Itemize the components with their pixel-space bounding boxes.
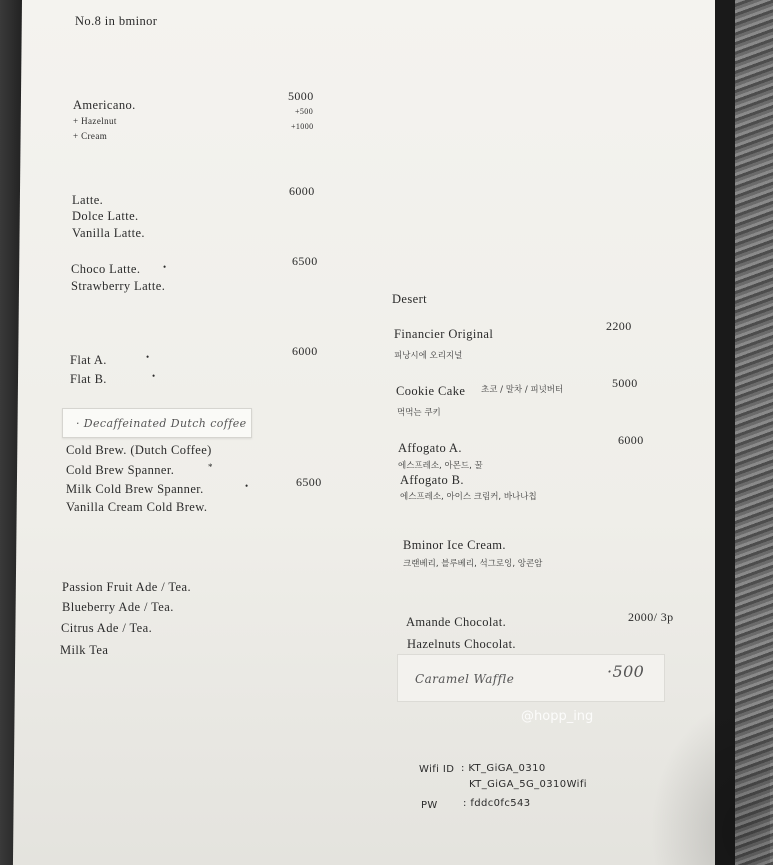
wifi-pw: : fddc0fc543 [463, 798, 531, 809]
ice-cream-desc: 크랜베리, 블루베리, 석그로잉, 앙콘암 [403, 559, 543, 569]
flat-price: 6000 [292, 344, 318, 358]
flat-a-star-icon: • [146, 352, 150, 362]
milk-tea-item: Milk Tea [60, 643, 109, 657]
watermark: @hopp_ing [521, 709, 594, 724]
affogato-b-item: Affogato B. [400, 473, 464, 487]
financier-price: 2200 [606, 319, 632, 333]
waffle-price: ·500 [607, 662, 645, 681]
shadow [650, 700, 770, 865]
cream-price: +1000 [291, 122, 314, 131]
vanilla-cream-cold-brew-item: Vanilla Cream Cold Brew. [66, 500, 208, 514]
menu-title: No.8 in bminor [75, 14, 158, 28]
dessert-heading: Desert [392, 292, 428, 306]
amande-chocolat-item: Amande Chocolat. [406, 615, 507, 629]
cream-option: + Cream [73, 131, 108, 141]
cold-brew-spanner-item: Cold Brew Spanner. [66, 463, 175, 477]
wifi-id-2: KT_GiGA_5G_0310Wifi [469, 779, 587, 790]
vanilla-latte-item: Vanilla Latte. [72, 226, 145, 240]
affogato-a-desc: 에스프레소, 아몬드, 꿀 [398, 461, 483, 471]
cold-brew-item: Cold Brew. (Dutch Coffee) [66, 443, 212, 457]
financier-desc: 피낭시에 오리지널 [394, 351, 463, 361]
cookie-desc: 먹먹는 쿠키 [397, 408, 441, 418]
hazelnut-price: +500 [295, 107, 314, 116]
choco-star-icon: • [163, 262, 167, 272]
affogato-price: 6000 [618, 433, 644, 447]
financier-item: Financier Original [394, 327, 494, 341]
blueberry-item: Blueberry Ade / Tea. [62, 600, 174, 614]
flat-a-item: Flat A. [70, 353, 107, 367]
milk-spanner-dot-icon: • [245, 481, 249, 491]
flat-b-item: Flat B. [70, 372, 107, 386]
milk-cold-brew-spanner-item: Milk Cold Brew Spanner. [66, 482, 204, 496]
cookie-price: 5000 [612, 376, 638, 390]
decaf-label: · Decaffeinated Dutch coffee [76, 417, 247, 430]
spanner-star-icon: * [208, 462, 213, 472]
hazelnuts-chocolat-item: Hazelnuts Chocolat. [407, 637, 516, 651]
flat-b-star-icon: • [152, 371, 156, 381]
caramel-waffle-item: Caramel Waffle [415, 672, 515, 686]
affogato-b-desc: 에스프레소, 아이스 크림커, 바나나칩 [400, 492, 537, 502]
wifi-pw-label: PW [421, 800, 438, 811]
wifi-id-1: : KT_GiGA_0310 [461, 763, 546, 774]
chocolat-price: 2000/ 3p [628, 610, 674, 624]
choco-latte-item: Choco Latte. [71, 262, 141, 276]
decaf-price: 6500 [296, 475, 322, 489]
americano-price: 5000 [288, 89, 314, 103]
cookie-cake-item: Cookie Cake [396, 384, 466, 398]
dolce-latte-item: Dolce Latte. [72, 209, 139, 223]
affogato-a-item: Affogato A. [398, 441, 462, 455]
hazelnut-option: + Hazelnut [73, 116, 117, 126]
passion-fruit-item: Passion Fruit Ade / Tea. [62, 580, 191, 594]
wifi-id-label: Wifi ID [419, 764, 455, 775]
latte-price: 6000 [289, 184, 315, 198]
americano-item: Americano. [73, 98, 136, 112]
choco-price: 6500 [292, 254, 318, 268]
cookie-flavors: 초코 / 말차 / 피넛버터 [481, 385, 564, 395]
strawberry-latte-item: Strawberry Latte. [71, 279, 166, 293]
citrus-item: Citrus Ade / Tea. [61, 621, 153, 635]
bminor-ice-cream-item: Bminor Ice Cream. [403, 538, 506, 552]
latte-item: Latte. [72, 193, 104, 207]
